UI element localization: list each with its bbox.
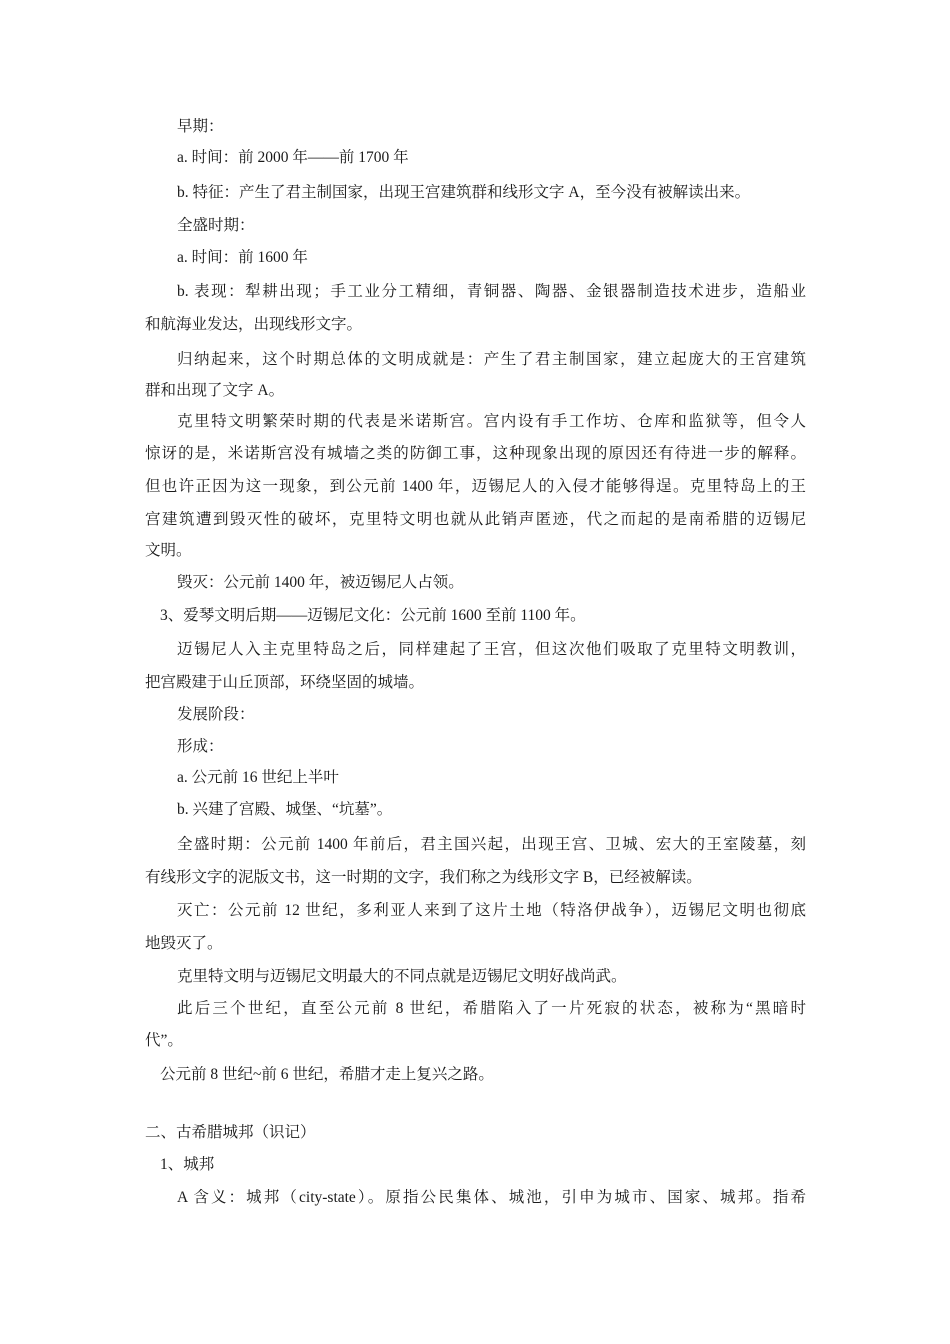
text-line: 早期： — [177, 118, 224, 135]
text-line: 迈锡尼人入主克里特岛之后，同样建起了王宫，但这次他们吸取了克里特文明教训， — [177, 641, 806, 658]
text-line: 公元前 8 世纪~前 6 世纪，希腊才走上复兴之路。 — [160, 1066, 494, 1083]
text-line: b. 兴建了宫殿、城堡、“坑墓”。 — [177, 801, 393, 818]
text-line: 惊讶的是，米诺斯宫没有城墙之类的防御工事，这种现象出现的原因还有待进一步的解释。 — [145, 445, 806, 462]
text-line: 全盛时期： — [177, 217, 255, 234]
text-line: A 含义：城邦（city-state）。原指公民集体、城池，引申为城市、国家、城邦。指希 — [177, 1189, 806, 1206]
text-line: 形成： — [177, 738, 224, 755]
text-line: 把宫殿建于山丘顶部，环绕坚固的城墙。 — [145, 674, 425, 691]
text-line: 群和出现了文字 A。 — [145, 382, 285, 399]
text-line: 此后三个世纪，直至公元前 8 世纪，希腊陷入了一片死寂的状态，被称为“黑暗时 — [177, 1000, 806, 1017]
section-heading: 3、爱琴文明后期——迈锡尼文化：公元前 1600 至前 1100 年。 — [160, 607, 586, 624]
text-line: 克里特文明与迈锡尼文明最大的不同点就是迈锡尼文明好战尚武。 — [177, 968, 627, 985]
text-line: 但也许正因为这一现象，到公元前 1400 年，迈锡尼人的入侵才能够得逞。克里特岛上的王 — [145, 478, 806, 495]
text-line: a. 时间：前 2000 年——前 1700 年 — [177, 149, 409, 166]
text-line: 全盛时期：公元前 1400 年前后，君主国兴起，出现王宫、卫城、宏大的王室陵墓，刻 — [177, 836, 806, 853]
text-line: 文明。 — [145, 542, 192, 559]
text-line: 地毁灭了。 — [145, 935, 223, 952]
text-line: b. 表现：犁耕出现；手工业分工精细，青铜器、陶器、金银器制造技术进步，造船业 — [177, 283, 806, 300]
text-line: 有线形文字的泥版文书，这一时期的文字，我们称之为线形文字 B，已经被解读。 — [145, 869, 702, 886]
text-line: 代”。 — [145, 1032, 183, 1049]
text-line: b. 特征：产生了君主制国家，出现王宫建筑群和线形文字 A，至今没有被解读出来。 — [177, 184, 751, 201]
text-line: a. 时间：前 1600 年 — [177, 249, 308, 266]
text-line: 灭亡：公元前 12 世纪，多利亚人来到了这片土地（特洛伊战争），迈锡尼文明也彻底 — [177, 902, 806, 919]
text-line: 克里特文明繁荣时期的代表是米诺斯宫。宫内设有手工作坊、仓库和监狱等，但令人 — [177, 413, 806, 430]
text-line: 归纳起来，这个时期总体的文明成就是：产生了君主制国家，建立起庞大的王宫建筑 — [177, 351, 806, 368]
section-heading: 二、古希腊城邦（识记） — [145, 1124, 316, 1141]
subsection-heading: 1、城邦 — [160, 1156, 215, 1173]
text-line: 和航海业发达，出现线形文字。 — [145, 316, 363, 333]
text-line: a. 公元前 16 世纪上半叶 — [177, 769, 339, 786]
text-line: 发展阶段： — [177, 706, 255, 723]
text-line: 毁灭：公元前 1400 年，被迈锡尼人占领。 — [177, 574, 464, 591]
text-line: 宫建筑遭到毁灭性的破坏，克里特文明也就从此销声匿迹，代之而起的是南希腊的迈锡尼 — [145, 511, 806, 528]
